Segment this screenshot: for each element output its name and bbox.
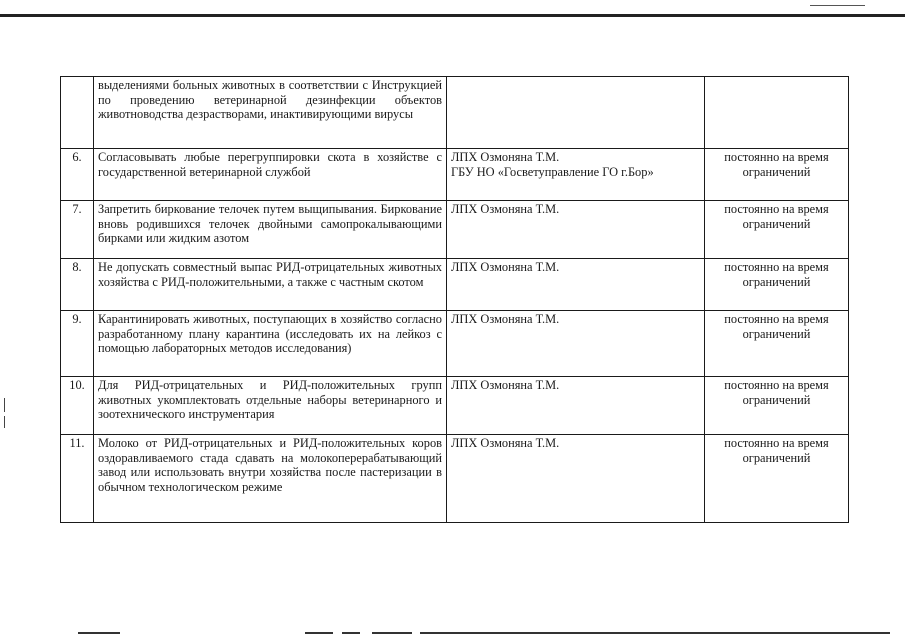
row-number: 7. <box>61 201 94 259</box>
row-number <box>61 77 94 149</box>
executor-name: ЛПХ Озмоняна Т.М. <box>451 312 560 326</box>
executor-cell <box>447 201 705 259</box>
table-row <box>61 377 849 435</box>
measures-table <box>60 76 849 523</box>
executor-name: ЛПХ Озмоняна Т.М. <box>451 378 560 392</box>
table-row <box>61 311 849 377</box>
measure-text: Не допускать совместный выпас РИД-отрицательных животных хозяйства с РИД-положительными, а также с частным скотом <box>94 259 447 311</box>
row-number: 11. <box>61 435 94 523</box>
scan-edge-mark <box>4 398 5 412</box>
scan-top-mark <box>810 5 865 6</box>
term-text: постоянно на время ограничений <box>705 201 849 259</box>
measure-text: выделениями больных животных в соответствии с Инструкцией по проведению ветеринарной дезинфекции объектов животноводства дезрастворами, инактивирующими вирусы <box>94 77 447 149</box>
executor-name: ЛПХ Озмоняна Т.М. <box>451 150 560 164</box>
term-text: постоянно на время ограничений <box>705 435 849 523</box>
executor-name: ЛПХ Озмоняна Т.М. <box>451 436 560 450</box>
scan-bottom-mark <box>342 632 360 634</box>
table-row <box>61 201 849 259</box>
row-number: 8. <box>61 259 94 311</box>
measure-text: Молоко от РИД-отрицательных и РИД-положительных коров оздоравливаемого стада сдавать на молокоперерабатывающий завод или использовать внутри хозяйства после пастеризации в обычном технологическом режиме <box>94 435 447 523</box>
measure-text: Для РИД-отрицательных и РИД-положительных групп животных укомплектовать отдельные наборы ветеринарного и зоотехнического инструментария <box>94 377 447 435</box>
term-text: постоянно на время ограничений <box>705 377 849 435</box>
scan-bottom-mark <box>305 632 333 634</box>
executor-name: ГБУ НО «Госветуправление ГО г.Бор» <box>451 164 654 179</box>
scan-bottom-mark <box>372 632 412 634</box>
executor-cell <box>447 77 705 149</box>
scan-edge-mark <box>4 416 5 428</box>
term-text: постоянно на время ограничений <box>705 149 849 201</box>
scan-top-border <box>0 14 905 17</box>
row-number: 6. <box>61 149 94 201</box>
table-row <box>61 259 849 311</box>
row-number: 10. <box>61 377 94 435</box>
table-row <box>61 77 849 149</box>
executor-name: ЛПХ Озмоняна Т.М. <box>451 260 560 274</box>
measure-text: Карантинировать животных, поступающих в хозяйство согласно разработанному плану карантина (исследовать их на лейкоз с помощью лабораторных методов исследования) <box>94 311 447 377</box>
term-text: постоянно на время ограничений <box>705 311 849 377</box>
measures-table-body <box>61 77 849 523</box>
scan-bottom-mark <box>420 632 890 634</box>
executor-cell <box>447 377 705 435</box>
executor-name: ЛПХ Озмоняна Т.М. <box>451 202 560 216</box>
measure-text: Запретить биркование телочек путем выщипывания. Биркование вновь родившихся телочек двойными самопрокалывающими бирками или жидким азотом <box>94 201 447 259</box>
executor-cell <box>447 259 705 311</box>
scan-bottom-mark <box>78 632 120 634</box>
term-text: постоянно на время ограничений <box>705 259 849 311</box>
table-row <box>61 149 849 201</box>
table-row <box>61 435 849 523</box>
executor-cell <box>447 311 705 377</box>
executor-cell <box>447 435 705 523</box>
term-text <box>705 77 849 149</box>
executor-cell <box>447 149 705 201</box>
row-number: 9. <box>61 311 94 377</box>
measure-text: Согласовывать любые перегруппировки скота в хозяйстве с государственной ветеринарной службой <box>94 149 447 201</box>
